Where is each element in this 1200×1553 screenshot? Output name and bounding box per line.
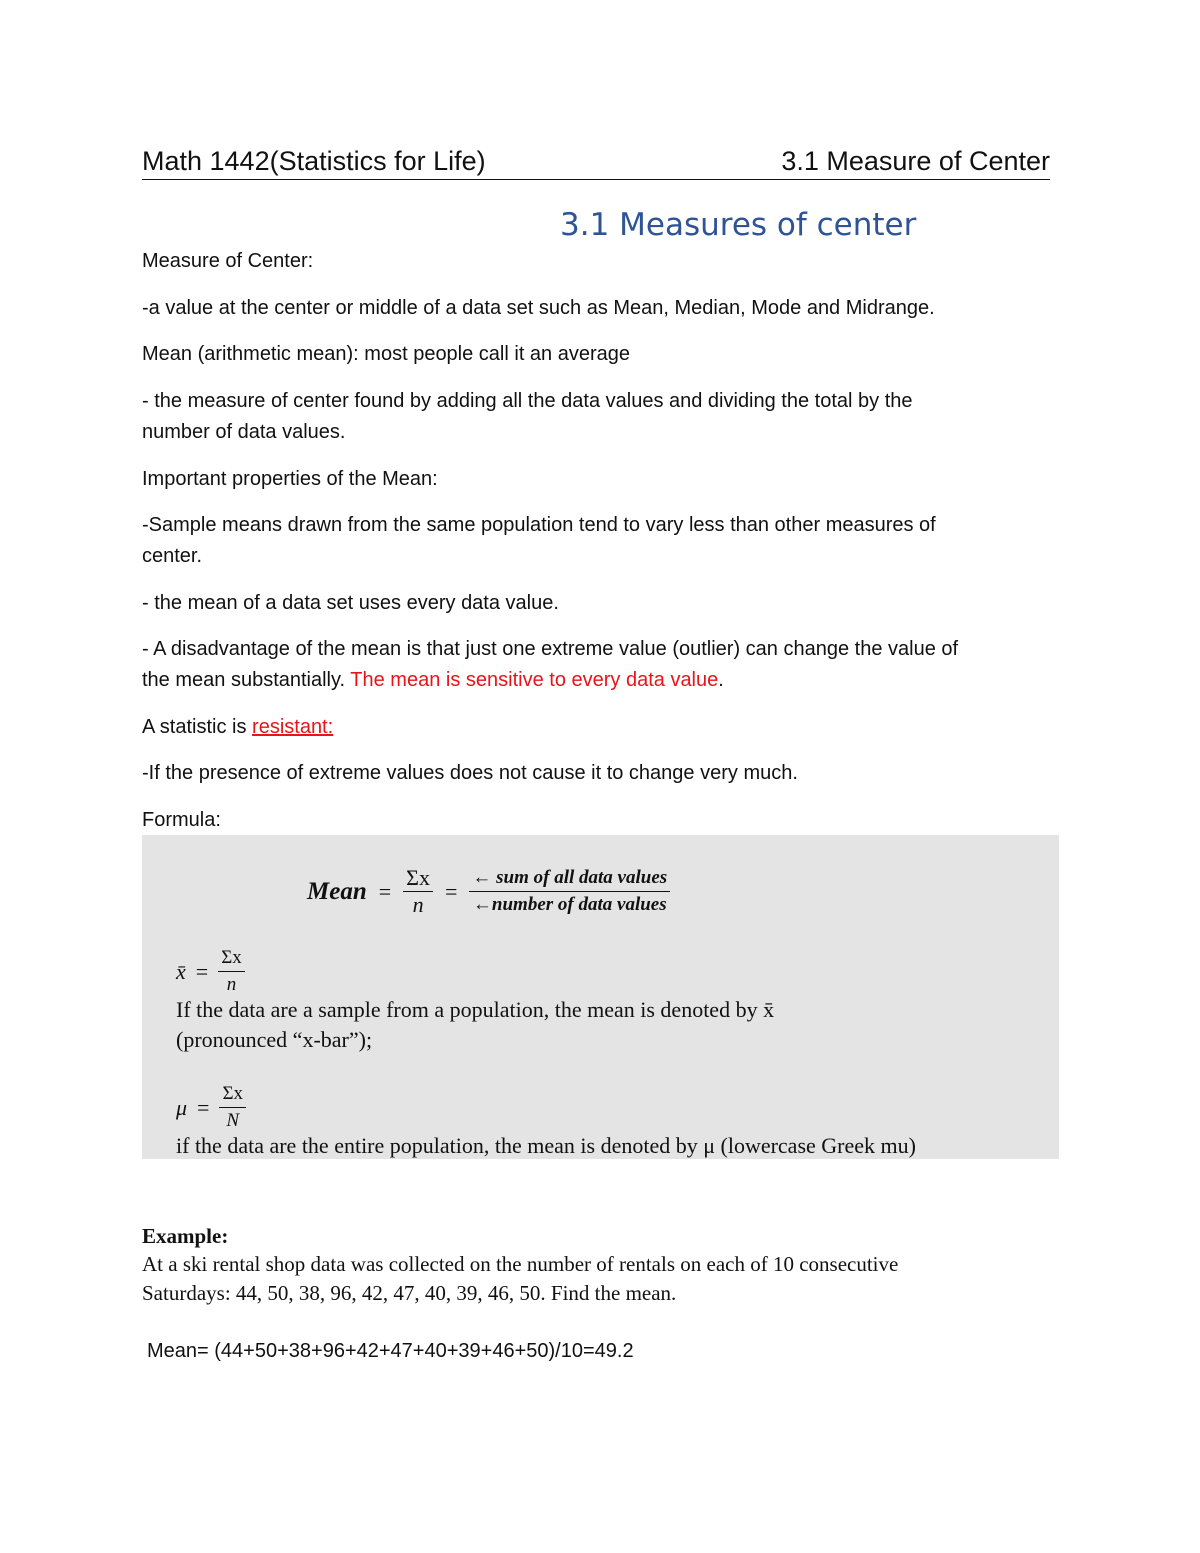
equals-sign-3: =: [195, 958, 209, 984]
sample-explanation-line1: If the data are a sample from a population, the mean is denoted by x̄: [176, 997, 775, 1022]
resistant-term: resistant:: [252, 716, 334, 738]
sample-explanation-line2: (pronounced “x-bar”);: [176, 1027, 373, 1052]
sum-over-n: [403, 865, 433, 918]
property-2: - the mean of a data set uses every data value.: [142, 592, 559, 614]
mean-definition-line2: number of data values.: [142, 421, 346, 443]
n-upper: N: [226, 1110, 240, 1131]
property-1-line1: -Sample means drawn from the same population tend to vary less than other measures of: [142, 514, 936, 536]
page-title: 3.1 Measures of center: [560, 207, 917, 243]
period: .: [718, 669, 724, 691]
example-label: Example:: [142, 1224, 229, 1248]
properties-label: Important properties of the Mean:: [142, 468, 438, 490]
equals-sign: =: [378, 878, 392, 904]
course-name: Math 1442(Statistics for Life): [142, 146, 486, 176]
equals-sign-2: =: [444, 878, 458, 904]
count-of-values-label: ←number of data values: [472, 894, 667, 915]
mu-formula: [176, 1081, 246, 1134]
formula-label: Formula:: [142, 809, 221, 831]
resistant-prefix: A statistic is: [142, 716, 253, 738]
property-3-text: the mean substantially.: [142, 669, 351, 691]
mean-word: Mean: [307, 877, 367, 905]
measure-of-center-label: Measure of Center:: [142, 250, 314, 272]
property-3-line1: - A disadvantage of the mean is that just one extreme value (outlier) can change the value of: [142, 638, 959, 660]
measure-of-center-definition: -a value at the center or middle of a data set such as Mean, Median, Mode and Midrange.: [142, 297, 935, 319]
sigma-x: Σx: [403, 865, 433, 892]
property-1-line2: center.: [142, 545, 203, 567]
sensitive-note: The mean is sensitive to every data value: [350, 669, 719, 691]
sigma-x-3: Σx: [219, 1081, 246, 1108]
mu-fraction: [219, 1081, 246, 1134]
section-name: 3.1 Measure of Center: [781, 146, 1050, 176]
mu-symbol: μ: [176, 1094, 188, 1120]
sigma-x-2: Σx: [218, 945, 245, 972]
mean-definition-line1: - the measure of center found by adding all the data values and dividing the total by the: [142, 390, 913, 412]
xbar-symbol: x̄: [176, 958, 186, 984]
mean-formula: [307, 865, 670, 918]
resistant-definition: -If the presence of extreme values does not cause it to change very much.: [142, 762, 798, 784]
equals-sign-4: =: [197, 1094, 210, 1120]
resistant-line: [142, 712, 333, 743]
mean-label: Mean (arithmetic mean): most people call it an average: [142, 343, 631, 365]
population-explanation: if the data are the entire population, the mean is denoted by μ (lowercase Greek mu): [176, 1133, 916, 1158]
xbar-formula: [176, 945, 245, 998]
example-line1: At a ski rental shop data was collected on the number of rentals on each of 10 consecutive: [142, 1252, 899, 1276]
formula-box: [142, 835, 1059, 1159]
xbar-fraction: [218, 945, 245, 998]
n-lower: n: [412, 892, 424, 917]
page-header: [142, 143, 1050, 180]
example-line2: Saturdays: 44, 50, 38, 96, 42, 47, 40, 39, 46, 50. Find the mean.: [142, 1281, 677, 1305]
sum-of-values-label: ← sum of all data values: [469, 865, 670, 892]
verbal-fraction: [469, 865, 670, 918]
example-answer: Mean= (44+50+38+96+42+47+40+39+46+50)/10=49.2: [147, 1340, 634, 1362]
n-lower-2: n: [226, 974, 237, 995]
property-3-line2: [142, 665, 724, 696]
